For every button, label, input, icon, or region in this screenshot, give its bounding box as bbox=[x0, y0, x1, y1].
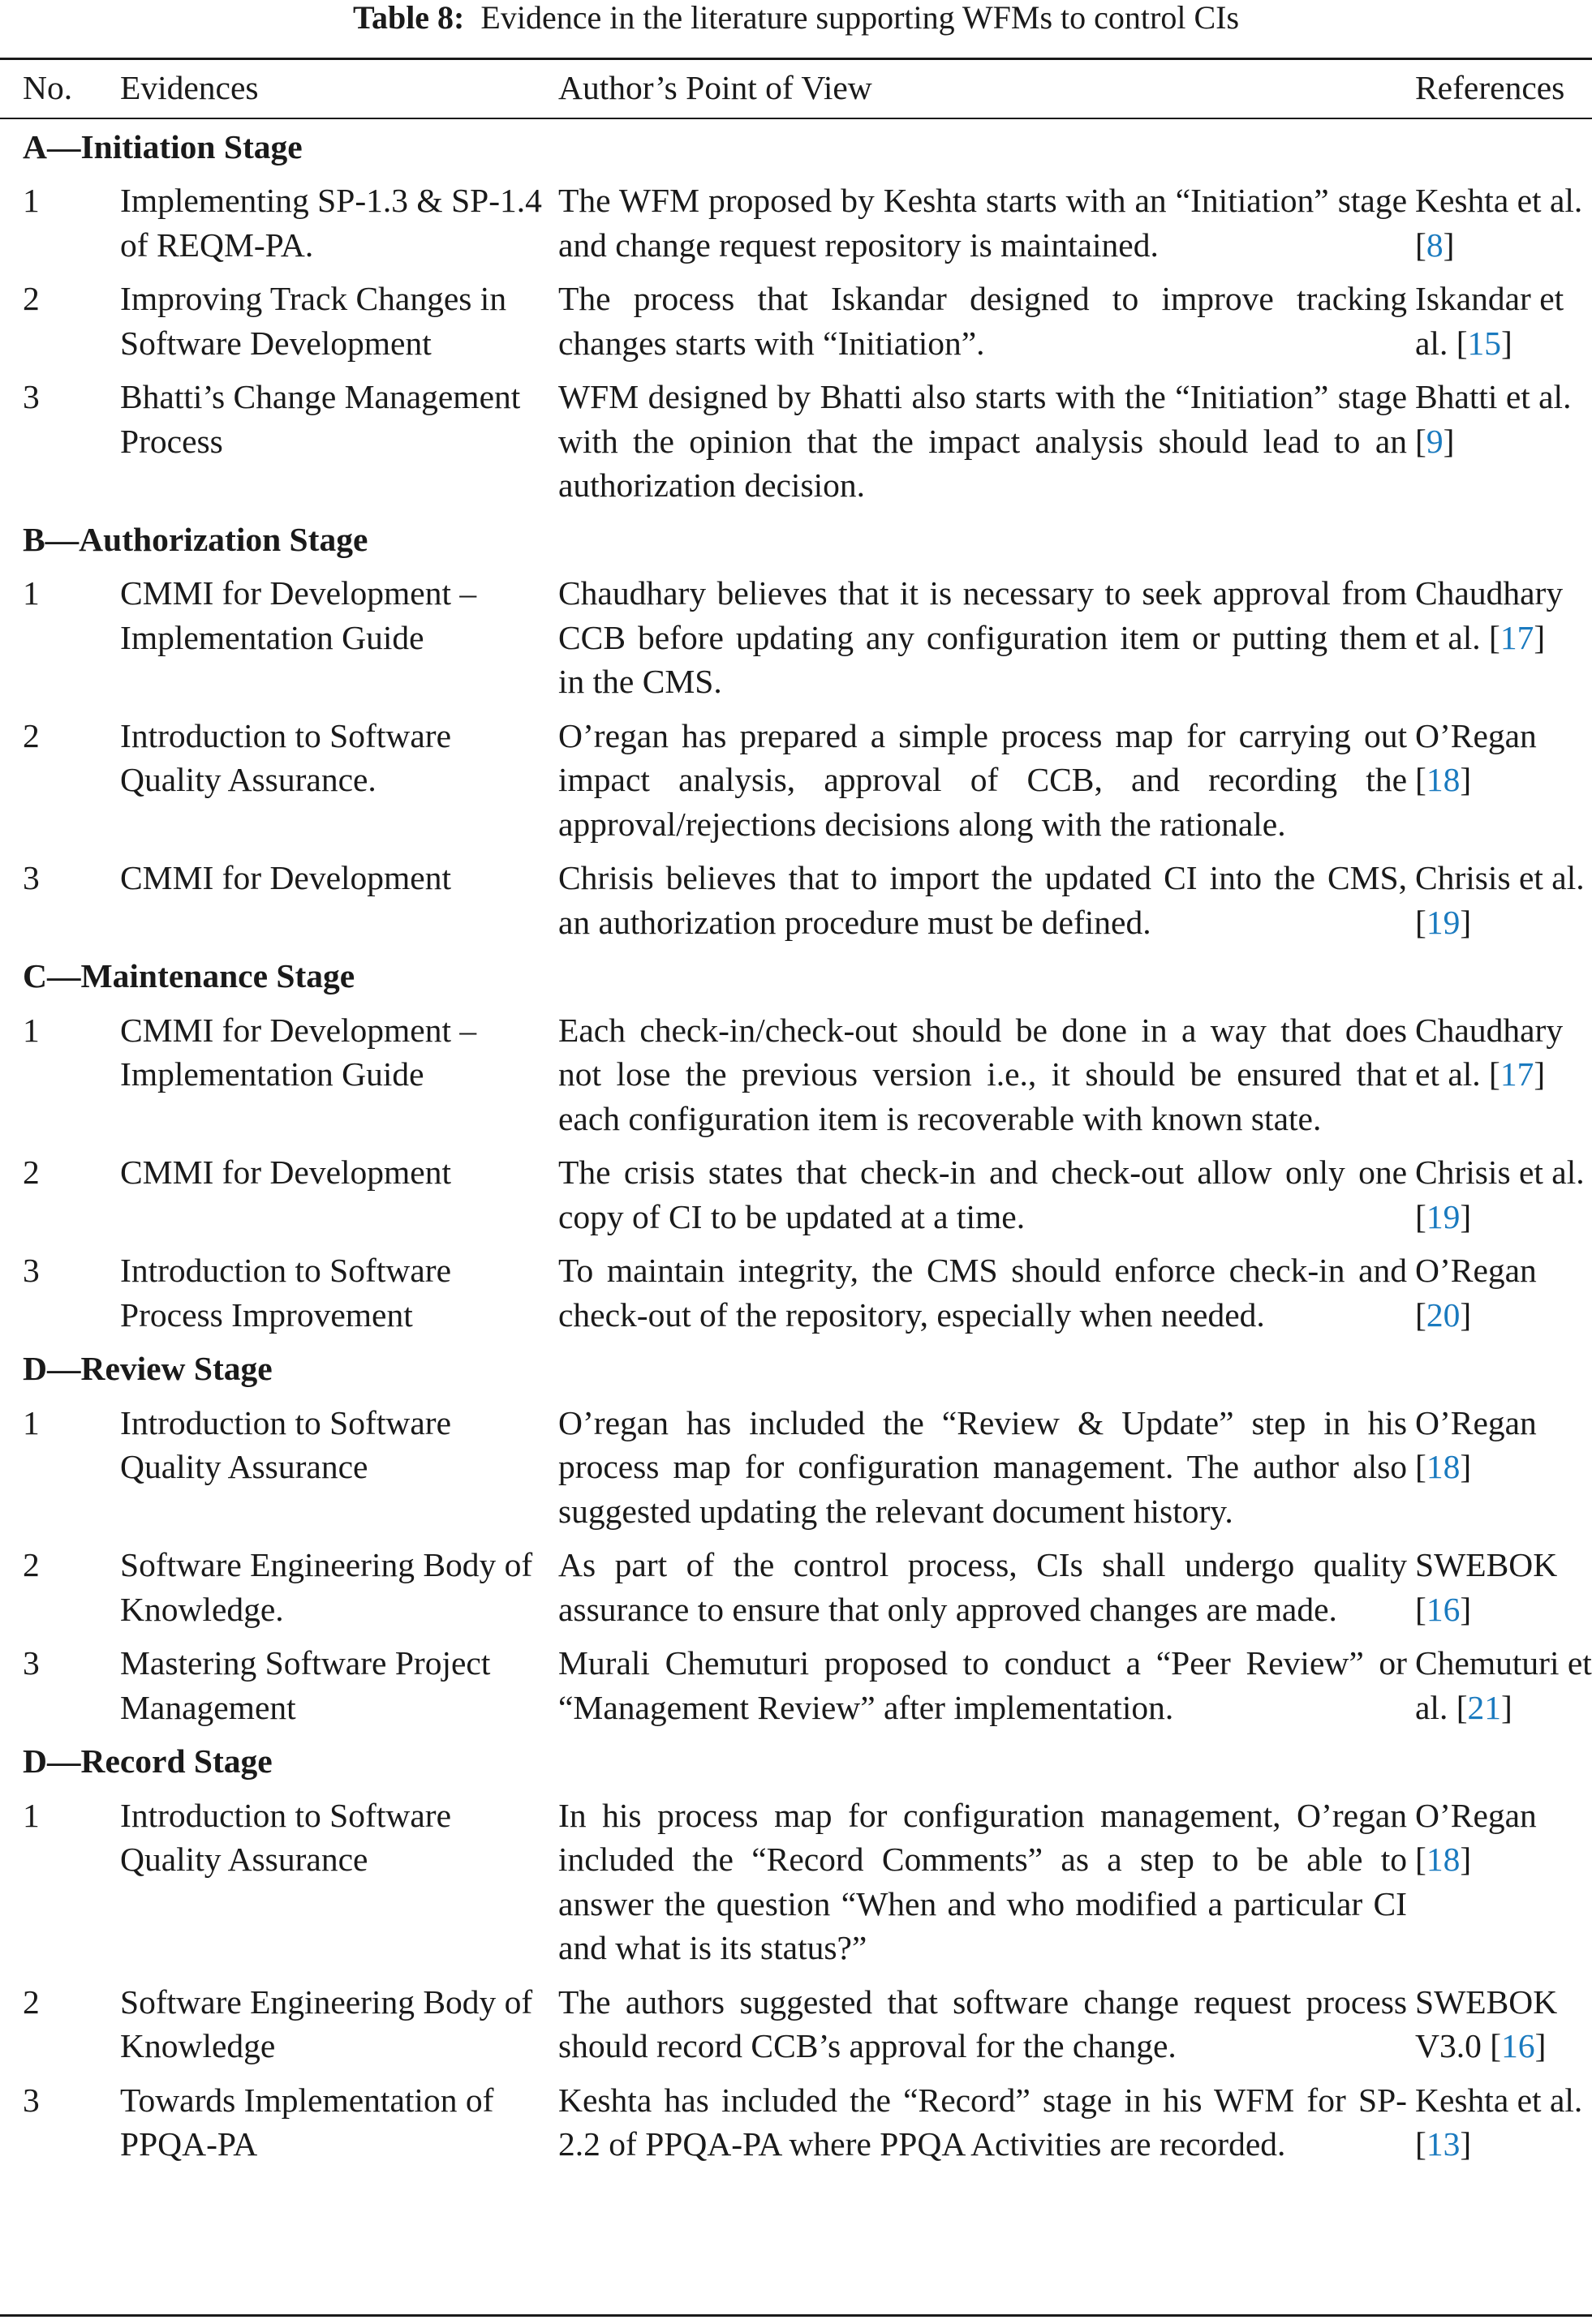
citation-link[interactable]: 19 bbox=[1426, 1197, 1461, 1235]
reference-author: Bhatti et al. bbox=[1415, 378, 1572, 415]
point-of-view-cell: The authors suggested that software change request process should record CCB’s approval for the change. bbox=[558, 1982, 1407, 2064]
reference-author: Chrisis et al. bbox=[1415, 1153, 1585, 1191]
row-number: 2 bbox=[23, 1546, 40, 1583]
point-of-view-cell: The WFM proposed by Keshta starts with an “Initiation” stage and change request repository is maintained. bbox=[558, 182, 1407, 264]
evidence-cell: Introduction to Software Quality Assurance. bbox=[120, 716, 451, 798]
table-row bbox=[0, 561, 1592, 704]
evidence-cell: Improving Track Changes in Software Development bbox=[120, 280, 507, 362]
row-number: 2 bbox=[23, 1153, 40, 1191]
section-title: D—Record Stage bbox=[23, 1742, 273, 1780]
evidence-cell: Software Engineering Body of Knowledge. bbox=[120, 1546, 533, 1628]
reference-author: Keshta et al. bbox=[1415, 182, 1583, 219]
point-of-view-cell: O’regan has included the “Review & Update” step in his process map for configuration management. The author also suggested updating the relevant document history. bbox=[558, 1403, 1407, 1530]
section-header-row bbox=[0, 120, 1592, 170]
citation-link[interactable]: 18 bbox=[1426, 1841, 1461, 1878]
reference-cell: O’Regan [18] bbox=[1415, 716, 1537, 798]
point-of-view-cell: To maintain integrity, the CMS should enforce check-in and check-out of the repository, especially when needed. bbox=[558, 1252, 1407, 1334]
evidence-cell: Introduction to Software Quality Assurance bbox=[120, 1796, 451, 1878]
citation-link[interactable]: 17 bbox=[1499, 1055, 1534, 1093]
bottom-rule bbox=[0, 2314, 1592, 2317]
section-header-row bbox=[0, 1342, 1592, 1391]
table-row bbox=[0, 1970, 1592, 2068]
reference-cell: Keshta et al. [8] bbox=[1415, 182, 1583, 264]
evidence-cell: CMMI for Development bbox=[120, 859, 452, 896]
table-row bbox=[0, 1784, 1592, 1970]
reference-author: Chrisis et al. bbox=[1415, 859, 1585, 896]
caption-text: Evidence in the literature supporting WFMs to control CIs bbox=[480, 0, 1240, 36]
evidence-table bbox=[0, 66, 1592, 2172]
reference-cell: O’Regan [18] bbox=[1415, 1796, 1537, 1878]
section-title: D—Review Stage bbox=[23, 1350, 273, 1387]
evidence-cell: CMMI for Development – Implementation Guide bbox=[120, 574, 477, 656]
point-of-view-cell: The process that Iskandar designed to improve tracking changes starts with “Initiation”. bbox=[558, 280, 1407, 362]
reference-author: SWEBOK V3.0 bbox=[1415, 1982, 1558, 2064]
citation-link[interactable]: 16 bbox=[1426, 1590, 1461, 1628]
row-number: 2 bbox=[23, 716, 40, 754]
point-of-view-cell: In his process map for configuration management, O’regan included the “Record Comments” as a step to be able to answer the question “When and who modified a particular CI and what is its status?” bbox=[558, 1796, 1407, 1966]
table-row bbox=[0, 999, 1592, 1141]
reference-cell: Chaudhary et al. [17] bbox=[1415, 574, 1564, 656]
reference-cell: Chaudhary et al. [17] bbox=[1415, 1011, 1564, 1093]
reference-cell: Bhatti et al. [9] bbox=[1415, 378, 1572, 460]
section-title: B—Authorization Stage bbox=[23, 520, 368, 558]
table-row bbox=[0, 846, 1592, 949]
reference-cell: Chrisis et al. [19] bbox=[1415, 1153, 1585, 1235]
row-number: 3 bbox=[23, 378, 40, 415]
evidence-cell: Introduction to Software Process Improvement bbox=[120, 1252, 451, 1334]
top-rule bbox=[0, 58, 1592, 60]
section-header-row bbox=[0, 1734, 1592, 1784]
evidence-cell: Bhatti’s Change Management Process bbox=[120, 378, 521, 460]
table-body bbox=[0, 120, 1592, 2172]
citation-link[interactable]: 16 bbox=[1501, 2027, 1535, 2064]
reference-author: Keshta et al. bbox=[1415, 2081, 1583, 2119]
citation-link[interactable]: 15 bbox=[1467, 324, 1502, 362]
row-number: 1 bbox=[23, 1403, 40, 1441]
point-of-view-cell: As part of the control process, CIs shall undergo quality assurance to ensure that only approved changes are made. bbox=[558, 1546, 1407, 1628]
citation-link[interactable]: 17 bbox=[1499, 618, 1534, 656]
row-number: 3 bbox=[23, 1252, 40, 1289]
reference-author: Chaudhary et al. bbox=[1415, 1011, 1564, 1093]
citation-link[interactable]: 21 bbox=[1467, 1688, 1502, 1726]
table-caption bbox=[0, 2, 1592, 34]
row-number: 1 bbox=[23, 1011, 40, 1049]
evidence-cell: Mastering Software Project Management bbox=[120, 1644, 491, 1726]
citation-link[interactable]: 19 bbox=[1426, 903, 1461, 941]
caption-label: Table 8: bbox=[352, 0, 465, 36]
citation-link[interactable]: 13 bbox=[1426, 2125, 1461, 2163]
reference-author: O’Regan bbox=[1415, 1403, 1537, 1441]
point-of-view-cell: Keshta has included the “Record” stage in his WFM for SP-2.2 of PPQA-PA where PPQA Activities are recorded. bbox=[558, 2081, 1407, 2163]
reference-author: Chemuturi et al. bbox=[1415, 1644, 1592, 1726]
evidence-cell: Towards Implementation of PPQA-PA bbox=[120, 2081, 494, 2163]
point-of-view-cell: Chaudhary believes that it is necessary to seek approval from CCB before updating any configuration item or putting them in the CMS. bbox=[558, 574, 1407, 700]
reference-cell: Iskandar et al. [15] bbox=[1415, 280, 1564, 362]
reference-cell: SWEBOK [16] bbox=[1415, 1546, 1558, 1628]
reference-author: O’Regan bbox=[1415, 1796, 1537, 1834]
row-number: 1 bbox=[23, 574, 40, 612]
citation-link[interactable]: 20 bbox=[1426, 1295, 1461, 1334]
evidence-cell: CMMI for Development bbox=[120, 1153, 452, 1191]
citation-link[interactable]: 9 bbox=[1426, 422, 1444, 460]
reference-author: O’Regan bbox=[1415, 716, 1537, 754]
reference-author: O’Regan bbox=[1415, 1252, 1537, 1289]
point-of-view-cell: Each check-in/check-out should be done in a way that does not lose the previous version i.e., it should be ensured that each configuration item is recoverable with known state. bbox=[558, 1011, 1407, 1137]
evidence-cell: Implementing SP-1.3 & SP-1.4 of REQM-PA. bbox=[120, 182, 542, 264]
header-evidences: Evidences bbox=[120, 69, 259, 106]
citation-link[interactable]: 18 bbox=[1426, 1448, 1461, 1485]
row-number: 2 bbox=[23, 1982, 40, 2021]
point-of-view-cell: Murali Chemuturi proposed to conduct a “Peer Review” or “Management Review” after implementation. bbox=[558, 1644, 1407, 1726]
table-row bbox=[0, 1533, 1592, 1631]
table-row bbox=[0, 365, 1592, 513]
row-number: 1 bbox=[23, 182, 40, 219]
point-of-view-cell: O’regan has prepared a simple process map for carrying out impact analysis, approval of CCB, and recording the approval/rejections decisions along with the rationale. bbox=[558, 716, 1407, 843]
reference-author: Chaudhary et al. bbox=[1415, 574, 1564, 656]
reference-cell: SWEBOK V3.0 [16] bbox=[1415, 1982, 1558, 2064]
citation-link[interactable]: 8 bbox=[1426, 226, 1444, 264]
header-point-of-view: Author’s Point of View bbox=[558, 69, 872, 106]
row-number: 2 bbox=[23, 280, 40, 317]
table-row bbox=[0, 1391, 1592, 1534]
section-header-row bbox=[0, 949, 1592, 999]
row-number: 3 bbox=[23, 1644, 40, 1682]
reference-author: SWEBOK bbox=[1415, 1546, 1558, 1583]
reference-author: Iskandar et al. bbox=[1415, 280, 1564, 362]
section-header-row bbox=[0, 513, 1592, 562]
reference-cell: O’Regan [18] bbox=[1415, 1403, 1537, 1485]
point-of-view-cell: Chrisis believes that to import the updated CI into the CMS, an authorization procedure must be defined. bbox=[558, 859, 1407, 941]
reference-cell: O’Regan [20] bbox=[1415, 1252, 1537, 1334]
table-row bbox=[0, 1141, 1592, 1239]
table-row bbox=[0, 1631, 1592, 1734]
header-no: No. bbox=[23, 69, 73, 106]
reference-cell: Chemuturi et al. [21] bbox=[1415, 1644, 1592, 1726]
table-row bbox=[0, 169, 1592, 267]
evidence-cell: CMMI for Development – Implementation Guide bbox=[120, 1011, 477, 1093]
point-of-view-cell: The crisis states that check-in and check-out allow only one copy of CI to be updated at a time. bbox=[558, 1153, 1407, 1235]
reference-cell: Chrisis et al. [19] bbox=[1415, 859, 1585, 941]
citation-link[interactable]: 18 bbox=[1426, 761, 1461, 798]
point-of-view-cell: WFM designed by Bhatti also starts with the “Initiation” stage with the opinion that the impact analysis should lead to an authorization decision. bbox=[558, 378, 1407, 504]
section-title: C—Maintenance Stage bbox=[23, 957, 355, 994]
section-title: A—Initiation Stage bbox=[23, 127, 303, 165]
table-row bbox=[0, 267, 1592, 365]
header-references: References bbox=[1415, 69, 1565, 106]
evidence-cell: Introduction to Software Quality Assurance bbox=[120, 1403, 451, 1485]
table-row bbox=[0, 2068, 1592, 2172]
reference-cell: Keshta et al. [13] bbox=[1415, 2081, 1583, 2163]
table-header-row bbox=[0, 66, 1592, 120]
row-number: 1 bbox=[23, 1796, 40, 1834]
row-number: 3 bbox=[23, 2081, 40, 2119]
evidence-cell: Software Engineering Body of Knowledge bbox=[120, 1982, 533, 2064]
table-row bbox=[0, 704, 1592, 847]
table-row bbox=[0, 1239, 1592, 1342]
row-number: 3 bbox=[23, 859, 40, 896]
